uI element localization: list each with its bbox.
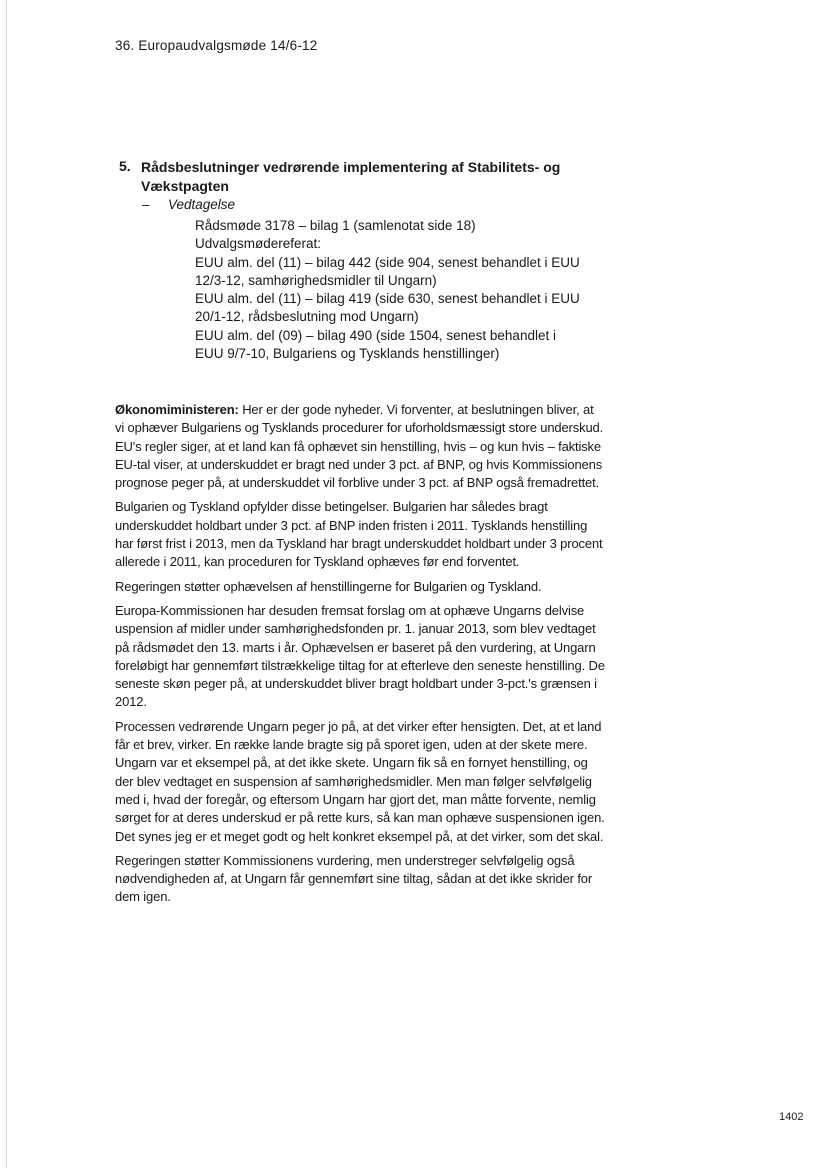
agenda-item-number: 5. — [119, 158, 131, 174]
statement-paragraph: Europa-Kommissionen har desuden fremsat forslag om at ophæve Ungarns delvise uspension af midler under samhørighedsfonden pr. 1. januar 2013, som blev vedtaget på rådsmødet den 13. marts i år. Ophævelsen er baseret på den vurdering, at Ungarn foreløbigt har gennemført tilstrækkelige tiltag for at efterleve den seneste henstilling. De seneste skøn peger på, at underskuddet bliver bragt holdbart under 3-pct.'s grænsen i 2012. — [115, 602, 605, 710]
page-number: 1402 — [779, 1111, 804, 1123]
reference-line: Rådsmøde 3178 – bilag 1 (samlenotat side 18) — [195, 218, 476, 233]
reference-line: EUU alm. del (11) – bilag 442 (side 904, senest behandlet i EUU — [195, 254, 580, 270]
statement-paragraph: Regeringen støtter Kommissionens vurdering, men understreger selvfølgelig også nødvendigheden af, at Ungarn får gennemført sine tiltag, sådan at det ikke skrider for dem igen. — [115, 852, 593, 905]
statement-paragraph: Regeringen støtter ophævelsen af henstillingerne for Bulgarien og Tyskland. — [115, 578, 542, 594]
speaker-name: Økonomiministeren: — [115, 402, 239, 417]
paragraph-text: Her er der gode nyheder. Vi forventer, at beslutningen bliver, at vi ophæver Bulgariens og Tysklands procedurer for uforholdsmæssigt store underskud. EU's regler siger, at et land kan få ophævet sin henstilling, hvis – og kun hvis – faktiske EU-tal viser, at underskuddet er bragt ned under 3 pct. af BNP, og hvis Kommissionens prognose peger på, at underskuddet vil forblive under 3 pct. af BNP også fremadrettet. — [115, 402, 604, 491]
reference-line: 12/3-12, samhørighedsmidler til Ungarn) — [195, 272, 437, 288]
meeting-header: 36. Europaudvalgsmøde 14/6-12 — [115, 38, 318, 53]
decision-dash: – — [142, 197, 150, 212]
reference-line: Udvalgsmødereferat: — [195, 236, 322, 252]
decision-line — [142, 197, 235, 212]
reference-line: EUU alm. del (09) – bilag 490 (side 1504, senest behandlet i — [195, 327, 556, 343]
statement-paragraph — [115, 401, 605, 492]
reference-line: EUU alm. del (11) – bilag 419 (side 630, senest behandlet i EUU — [195, 291, 580, 307]
page-edge-rule — [6, 0, 7, 1168]
reference-list — [195, 217, 615, 363]
reference-line: 20/1-12, rådsbeslutning mod Ungarn) — [195, 309, 419, 325]
minister-statement — [115, 401, 605, 913]
decision-label: Vedtagelse — [168, 197, 236, 212]
reference-line: EUU 9/7-10, Bulgariens og Tysklands henstillinger) — [195, 346, 500, 362]
statement-paragraph: Bulgarien og Tyskland opfylder disse betingelser. Bulgarien har således bragt underskuddet holdbart under 3 pct. af BNP inden fristen i 2011. Tysklands henstilling har først frist i 2013, men da Tyskland har bragt underskuddet holdbart under 3 procent allerede i 2011, kan proceduren for Tyskland ophæves før end forventet. — [115, 499, 603, 570]
statement-paragraph: Processen vedrørende Ungarn peger jo på, at det virker efter hensigten. Det, at et land får et brev, virker. En række lande bragte sig på sporet igen, uden at der skete mere. Ungarn var et eksempel på, at det ikke skete. Ungarn fik så en fornyet henstilling, og der blev vedtaget en suspension af samhørighedsmidler. Men man følger selvfølgelig med i, hvad der foregår, og eftersom Ungarn har gjort det, man måtte forvente, nemlig sørget for at deres underskud er på rette kurs, så kan man ophæve suspensionen igen. Det synes jeg er et meget godt og helt konkret eksempel på, at det virker, som det skal. — [115, 718, 605, 844]
agenda-item-title: Rådsbeslutninger vedrørende implementering af Stabilitets- og Vækstpagten — [141, 159, 561, 194]
